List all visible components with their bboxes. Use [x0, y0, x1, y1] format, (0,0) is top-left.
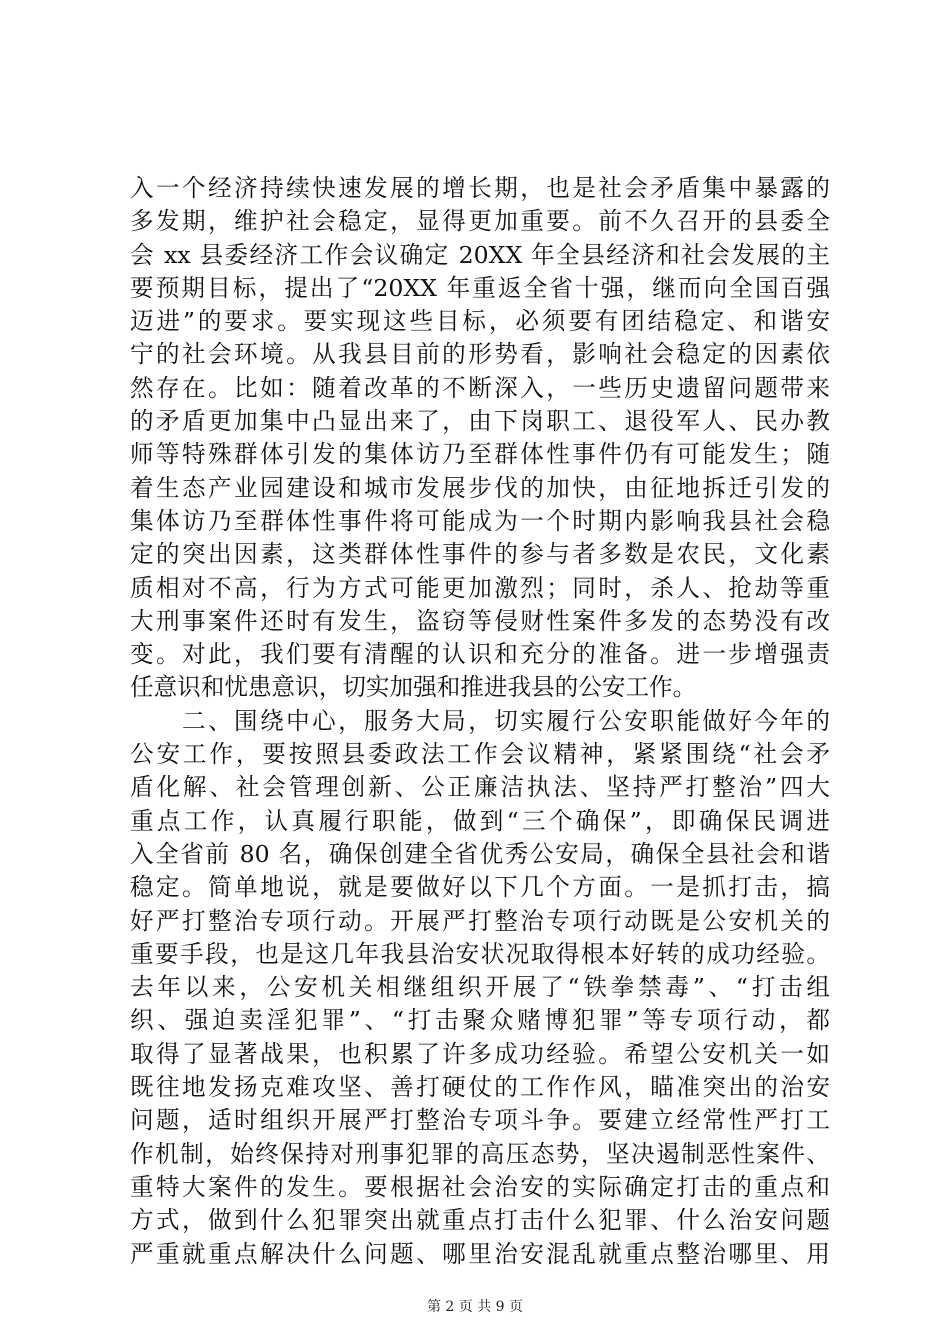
text-line: 重特大案件的发生。要根据社会治安的实际确定打击的重点和: [130, 1172, 830, 1201]
text-line: 宁的社会环境。从我县目前的形势看，影响社会稳定的因素依: [130, 340, 830, 369]
text-line: 着生态产业园建设和城市发展步伐的加快，由征地拆迁引发的: [130, 473, 830, 502]
text-line: 变。对此，我们要有清醒的认识和充分的准备。进一步增强责: [130, 640, 830, 669]
text-line: 二、围绕中心，服务大局，切实履行公安职能做好今年的: [130, 706, 830, 735]
text-line: 盾化解、社会管理创新、公正廉洁执法、坚持严打整治”四大: [130, 773, 830, 802]
text-line: 的矛盾更加集中凸显出来了，由下岗职工、退役军人、民办教: [130, 407, 830, 436]
text-line: 师等特殊群体引发的集体访乃至群体性事件仍有可能发生；随: [130, 440, 830, 469]
text-line: 严重就重点解决什么问题、哪里治安混乱就重点整治哪里、用: [130, 1239, 830, 1268]
text-line: 问题，适时组织开展严打整治专项斗争。要建立经常性严打工: [130, 1106, 830, 1135]
text-line: 重要手段，也是这几年我县治安状况取得根本好转的成功经验。: [130, 939, 830, 968]
text-line: 作机制，始终保持对刑事犯罪的高压态势，坚决遏制恶性案件、: [130, 1139, 830, 1168]
page-footer: [0, 1296, 950, 1316]
text-line: 入一个经济持续快速发展的增长期，也是社会矛盾集中暴露的: [130, 174, 830, 202]
text-line: 迈进”的要求。要实现这些目标，必须要有团结稳定、和谐安: [130, 307, 830, 336]
text-line: 然存在。比如：随着改革的不断深入，一些历史遗留问题带来: [130, 373, 830, 402]
text-line: 入全省前 80 名，确保创建全省优秀公安局，确保全县社会和谐: [130, 839, 830, 868]
text-line: 多发期，维护社会稳定，显得更加重要。前不久召开的县委全: [130, 207, 830, 236]
text-line: 方式，做到什么犯罪突出就重点打击什么犯罪、什么治安问题: [130, 1206, 830, 1235]
text-line: 去年以来，公安机关相继组织开展了“铁拳禁毒”、“打击组: [130, 973, 830, 1002]
text-line: 集体访乃至群体性事件将可能成为一个时期内影响我县社会稳: [130, 506, 830, 535]
text-line: 既往地发扬克难攻坚、善打硬仗的工作作风，瞄准突出的治安: [130, 1073, 830, 1102]
body-text: [130, 172, 830, 1271]
text-line: 定的突出因素，这类群体性事件的参与者多数是农民，文化素: [130, 540, 830, 569]
text-line: 要预期目标，提出了“20XX 年重返全省十强，继而向全国百强: [130, 273, 830, 302]
text-line: 任意识和忧患意识，切实加强和推进我县的公安工作。: [130, 673, 697, 702]
text-line: 大刑事案件还时有发生，盗窃等侵财性案件多发的态势没有改: [130, 606, 830, 635]
text-line: 稳定。简单地说，就是要做好以下几个方面。一是抓打击，搞: [130, 873, 830, 902]
text-line: 取得了显著战果，也积累了许多成功经验。希望公安机关一如: [130, 1039, 830, 1068]
text-line: 织、强迫卖淫犯罪”、“打击聚众赌博犯罪”等专项行动，都: [130, 1006, 830, 1035]
text-line: 好严打整治专项行动。开展严打整治专项行动既是公安机关的: [130, 906, 830, 935]
text-line: 质相对不高，行为方式可能更加激烈；同时，杀人、抢劫等重: [130, 573, 830, 602]
page-number: 第 2 页 共 9 页: [426, 1299, 524, 1315]
text-line: 会 xx 县委经济工作会议确定 20XX 年全县经济和社会发展的主: [130, 240, 830, 269]
text-line: 公安工作，要按照县委政法工作会议精神，紧紧围绕“社会矛: [130, 740, 830, 769]
text-line: 重点工作，认真履行职能，做到“三个确保”，即确保民调进: [130, 806, 830, 835]
